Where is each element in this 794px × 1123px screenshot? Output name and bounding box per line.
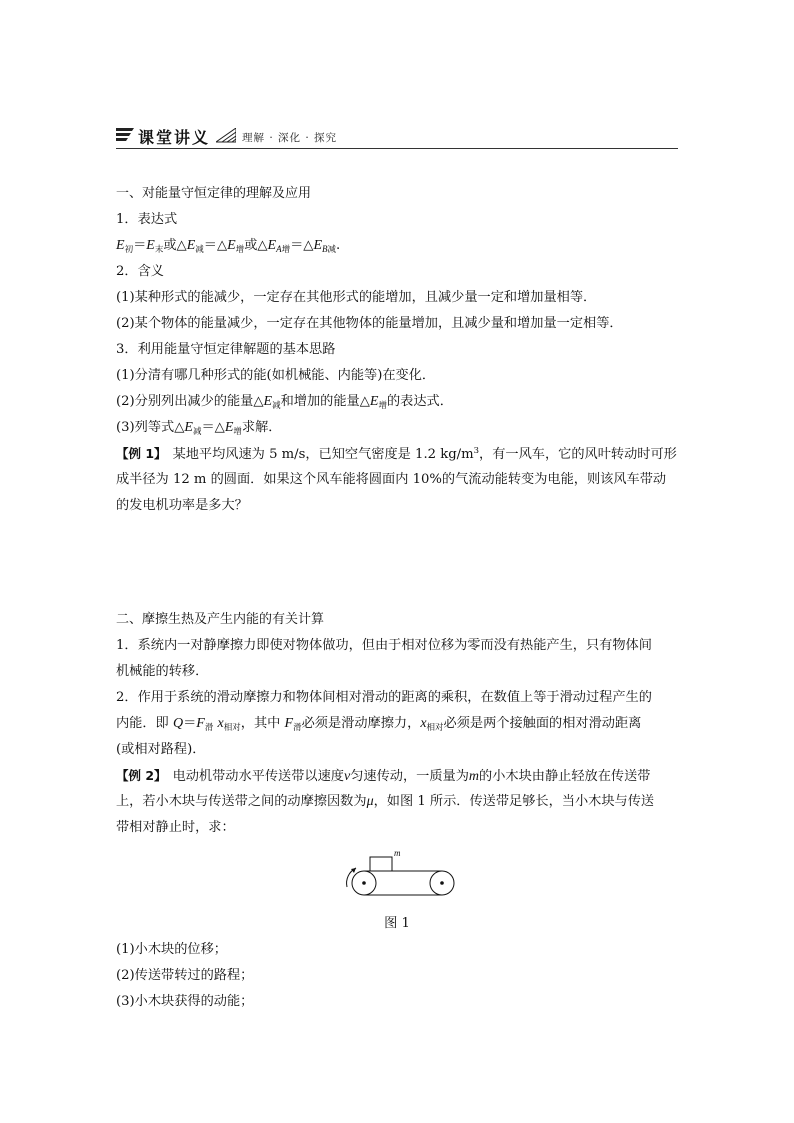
s1-p2-item1: (1)某种形式的能减少，一定存在其他形式的能增加，且减少量一定和增加量相等． [116,290,597,305]
question-2: (2)传送带转过的路程； [116,968,254,983]
s1-p3-item2: (2)分别列出减少的能量$\triangle E_减$和增加的能量$\triangle E_增$的表达式． [116,394,453,411]
section2-heading: 二、摩擦生热及产生内能的有关计算 [116,612,325,627]
s2-p1-line1: 1．系统内一对静摩擦力即使对物体做功，但由于相对位移为零而没有热能产生，只有物体间 [116,638,652,653]
s1-p3-title: 3．利用能量守恒定律解题的基本思路 [116,342,336,357]
example-1-line2: 成半径为 12 m 的圆面．如果这个风车能将圆面内 10%的气流动能转变为电能，则该风车带动 [116,472,667,487]
s1-p2-title: 2．含义 [116,264,164,279]
s2-p1-line2: 机械能的转移． [116,664,209,679]
question-3: (3)小木块获得的动能； [116,994,254,1009]
stripe-flag-icon [116,128,134,144]
s2-p2-line2: 内能．即 $Q=F_滑$ $x_{相对}$，其中 $F_滑$必须是滑动摩擦力，$x_{相对}$必须是两个接触面的相对滑动距离 [116,716,642,733]
question-1: (1)小木块的位移； [116,942,227,957]
example-2-label: 【例 2】 [116,768,167,783]
example-2-line3: 带相对静止时，求： [116,820,235,835]
left-pulley-axle [362,881,366,885]
stripe-wedge-icon [216,128,236,144]
conveyor-belt-diagram [336,847,460,903]
wooden-block [370,857,392,871]
section-header [116,126,678,149]
s1-p2-item2: (2)某个物体的能量减少，一定存在其他物体的能量增加，且减少量和增加量一定相等． [116,316,623,331]
section1-heading: 一、对能量守恒定律的理解及应用 [116,186,312,201]
example-1-label: 【例 1】 [116,446,167,461]
header-subtitle: 理解 · 深化 · 探究 [242,132,338,144]
conveyor-belt-figure [116,847,678,907]
example-1: 【例 1】 某地平均风速为 5 m/s，已知空气密度是 1.2 $kg/m^3$，有一风车，它的风叶转动时可形 [116,446,677,462]
example-2-line2: 上，若小木块与传送带之间的动摩擦因数为μ，如图 1 所示．传送带足够长，当小木块与传送 [116,794,655,809]
s1-p1-title: 1．表达式 [116,212,178,227]
figure-caption: 图 1 [384,916,410,931]
s2-p2-line1: 2．作用于系统的滑动摩擦力和物体间相对滑动的距离的乘积，在数值上等于滑动过程产生的 [116,690,652,705]
s1-p3-item3: (3)列等式$\triangle E_减=\triangle E_增$求解． [116,420,282,437]
mass-label: m [394,848,401,858]
energy-formula: $E_初=E_末$或$\triangle E_减=\triangle E_增$或$\triangle E_{A增}=\triangle E_{B减}$. [116,238,341,255]
header-title: 课堂讲义 [138,128,211,147]
example-1-line3: 的发电机功率是多大？ [116,498,248,513]
example-2: 【例 2】 电动机带动水平传送带以速度v匀速传动，一质量为m的小木块由静止轻放在传送带 [116,768,651,784]
right-pulley-axle [440,881,444,885]
s2-p2-line3: (或相对路程)． [116,742,206,757]
document-body [116,181,678,1015]
s1-p3-item1: (1)分清有哪几种形式的能(如机械能、内能等)在变化． [116,368,436,383]
